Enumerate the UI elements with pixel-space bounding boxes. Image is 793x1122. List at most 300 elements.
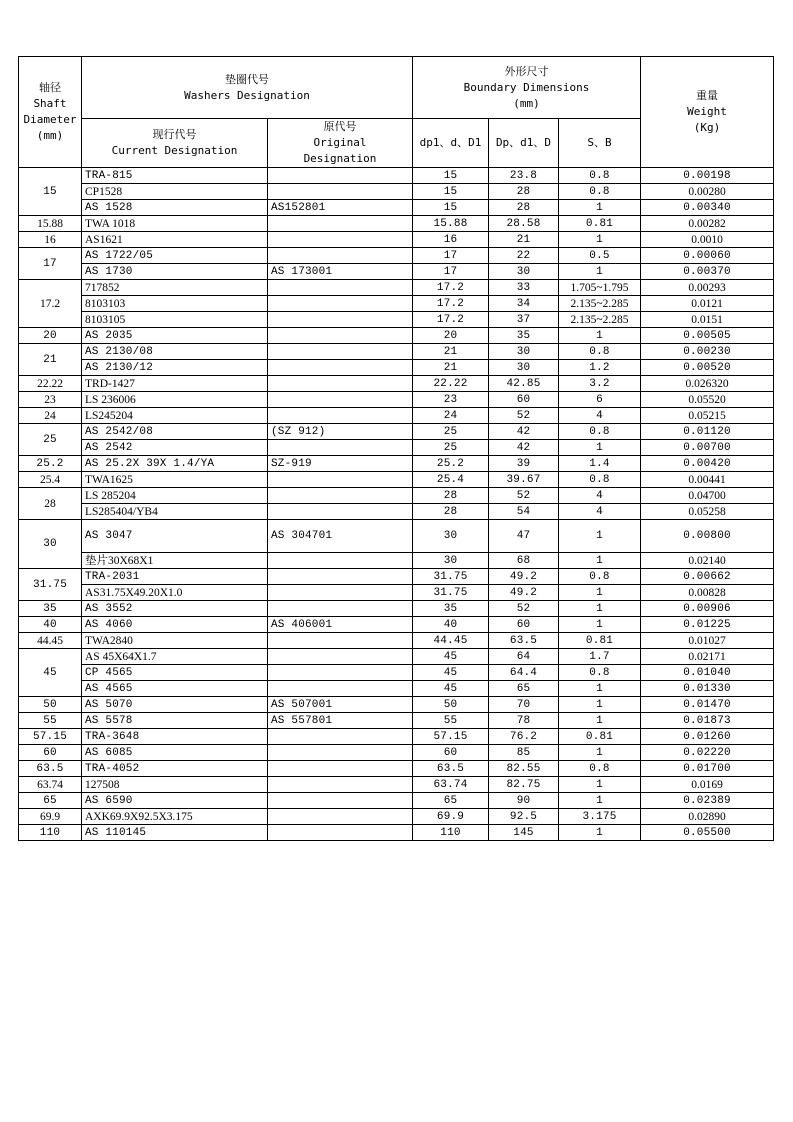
weight-cell: 0.0010	[641, 232, 774, 248]
dim-thickness-cell: 1	[559, 697, 641, 713]
shaft-diameter-cell: 23	[19, 392, 82, 408]
weight-cell: 0.0121	[641, 296, 774, 312]
dim-inner-cell: 21	[413, 360, 489, 376]
dim-inner-cell: 25	[413, 424, 489, 440]
original-designation-cell	[268, 216, 413, 232]
dim-thickness-cell: 1	[559, 264, 641, 280]
current-designation-cell: AS 4060	[82, 617, 268, 633]
shaft-diameter-cell: 21	[19, 344, 82, 376]
dim-thickness-cell: 3.175	[559, 809, 641, 825]
current-designation-cell: AS 6085	[82, 745, 268, 761]
current-designation-cell: AS 3047	[82, 520, 268, 553]
original-designation-cell	[268, 232, 413, 248]
dim-inner-cell: 15	[413, 200, 489, 216]
table-row	[19, 793, 774, 809]
weight-cell: 0.05500	[641, 825, 774, 841]
shaft-diameter-cell: 15	[19, 168, 82, 216]
original-designation-cell	[268, 665, 413, 681]
dim-outer-cell: 82.75	[489, 777, 559, 793]
dim-outer-cell: 28	[489, 184, 559, 200]
dim-thickness-header: S、B	[559, 119, 641, 168]
dim-inner-cell: 55	[413, 713, 489, 729]
current-designation-cell: TWA1625	[82, 472, 268, 488]
original-designation-cell	[268, 184, 413, 200]
shaft-diameter-cell: 30	[19, 520, 82, 569]
table-row	[19, 360, 774, 376]
boundary-unit-label: (mm)	[513, 96, 540, 110]
weight-cell: 0.01330	[641, 681, 774, 697]
dim-thickness-cell: 1	[559, 200, 641, 216]
dim-thickness-cell: 0.5	[559, 248, 641, 264]
shaft-diameter-cell: 65	[19, 793, 82, 809]
weight-cell: 0.01225	[641, 617, 774, 633]
dim-thickness-cell: 0.81	[559, 633, 641, 649]
table-row	[19, 649, 774, 665]
original-designation-cell	[268, 761, 413, 777]
shaft-diameter-cell: 17	[19, 248, 82, 280]
dim-inner-cell: 25.2	[413, 456, 489, 472]
current-designation-cell: TWA2840	[82, 633, 268, 649]
dim-thickness-cell: 0.8	[559, 184, 641, 200]
dim-thickness-cell: 1	[559, 601, 641, 617]
current-designation-cell: AS 1730	[82, 264, 268, 280]
weight-cell: 0.026320	[641, 376, 774, 392]
table-row	[19, 520, 774, 553]
washer-cn-label: 垫圈代号	[225, 72, 269, 86]
dim-outer-cell: 42.85	[489, 376, 559, 392]
washer-en-label: Washers Designation	[184, 88, 310, 102]
weight-cell: 0.00420	[641, 456, 774, 472]
weight-cell: 0.00520	[641, 360, 774, 376]
dim-outer-cell: 49.2	[489, 585, 559, 601]
weight-cell: 0.00800	[641, 520, 774, 553]
shaft-diameter-cell: 35	[19, 601, 82, 617]
dim-thickness-cell: 1	[559, 745, 641, 761]
dim-outer-cell: 64.4	[489, 665, 559, 681]
shaft-diameter-cell: 55	[19, 713, 82, 729]
dim-inner-cell: 17.2	[413, 312, 489, 328]
current-designation-cell: AS 2542	[82, 440, 268, 456]
dim-inner-cell: 25	[413, 440, 489, 456]
dim-outer-cell: 52	[489, 488, 559, 504]
table-row	[19, 440, 774, 456]
dim-outer-cell: 33	[489, 280, 559, 296]
shaft-diameter-cell: 22.22	[19, 376, 82, 392]
original-cn-label: 原代号	[323, 120, 357, 133]
original-designation-cell	[268, 248, 413, 264]
current-designation-cell: AS 3552	[82, 601, 268, 617]
current-designation-cell: TRA-4052	[82, 761, 268, 777]
current-designation-cell: TRA-3648	[82, 729, 268, 745]
current-designation-cell: AS 1528	[82, 200, 268, 216]
washers-designation-header	[82, 57, 413, 119]
original-designation-cell: AS152801	[268, 200, 413, 216]
original-designation-cell: AS 406001	[268, 617, 413, 633]
weight-cell: 0.02389	[641, 793, 774, 809]
dim-thickness-cell: 1	[559, 617, 641, 633]
table-row	[19, 553, 774, 569]
current-designation-cell: 垫片30X68X1	[82, 553, 268, 569]
dim-thickness-cell: 0.8	[559, 665, 641, 681]
shaft-diameter-cell: 44.45	[19, 633, 82, 649]
table-row	[19, 472, 774, 488]
table-row	[19, 617, 774, 633]
table-row	[19, 697, 774, 713]
original-designation-cell	[268, 376, 413, 392]
dim-outer-cell: 39.67	[489, 472, 559, 488]
original-designation-cell	[268, 328, 413, 344]
dim-thickness-cell: 2.135~2.285	[559, 296, 641, 312]
dim-inner-cell: 45	[413, 665, 489, 681]
current-designation-cell: TRA-2031	[82, 569, 268, 585]
current-en-label: Current Designation	[111, 144, 238, 157]
dim-outer-cell: 82.55	[489, 761, 559, 777]
original-designation-cell	[268, 681, 413, 697]
weight-cell: 0.0169	[641, 777, 774, 793]
dim-outer-cell: 47	[489, 520, 559, 553]
weight-cell: 0.02171	[641, 649, 774, 665]
table-row	[19, 232, 774, 248]
original-designation-cell	[268, 585, 413, 601]
weight-unit-label: (Kg)	[693, 121, 721, 134]
table-row	[19, 777, 774, 793]
weight-cn-label: 重量	[696, 89, 719, 102]
original-designation-cell	[268, 825, 413, 841]
dim-thickness-cell: 0.81	[559, 729, 641, 745]
current-designation-cell: CP1528	[82, 184, 268, 200]
table-row	[19, 713, 774, 729]
table-row	[19, 456, 774, 472]
table-row	[19, 312, 774, 328]
dim-thickness-cell: 1	[559, 793, 641, 809]
weight-cell: 0.00280	[641, 184, 774, 200]
dim-inner-cell: 17	[413, 248, 489, 264]
original-designation-cell	[268, 472, 413, 488]
shaft-diameter-cell: 63.74	[19, 777, 82, 793]
weight-header	[641, 57, 774, 168]
shaft-diameter-cell: 25.4	[19, 472, 82, 488]
dim-inner-cell: 21	[413, 344, 489, 360]
dim-inner-header: dp1、d、D1	[413, 119, 489, 168]
dim-outer-cell: 68	[489, 553, 559, 569]
original-designation-cell	[268, 408, 413, 424]
weight-cell: 0.02220	[641, 745, 774, 761]
boundary-dimensions-header	[413, 57, 641, 119]
current-designation-cell: CP 4565	[82, 665, 268, 681]
table-row	[19, 216, 774, 232]
original-designation-cell	[268, 793, 413, 809]
original-designation-cell	[268, 649, 413, 665]
weight-cell: 0.00370	[641, 264, 774, 280]
original-designation-cell	[268, 809, 413, 825]
shaft-diameter-cell: 50	[19, 697, 82, 713]
original-designation-cell	[268, 168, 413, 184]
dim-thickness-cell: 4	[559, 488, 641, 504]
shaft-diameter-cell: 31.75	[19, 569, 82, 601]
table-row	[19, 745, 774, 761]
original-designation-cell	[268, 745, 413, 761]
current-designation-cell: 717852	[82, 280, 268, 296]
dim-outer-cell: 70	[489, 697, 559, 713]
shaft-diameter-cell: 20	[19, 328, 82, 344]
current-designation-cell: AS31.75X49.20X1.0	[82, 585, 268, 601]
table-row	[19, 344, 774, 360]
original-designation-cell	[268, 633, 413, 649]
table-row	[19, 168, 774, 184]
dim-outer-cell: 52	[489, 408, 559, 424]
dim-thickness-cell: 0.8	[559, 569, 641, 585]
shaft-en-label: Shaft	[33, 97, 67, 110]
weight-cell: 0.01260	[641, 729, 774, 745]
dim-thickness-cell: 0.8	[559, 344, 641, 360]
shaft-diameter-cell: 25	[19, 424, 82, 456]
dim-inner-cell: 31.75	[413, 585, 489, 601]
current-designation-cell: AS 1722/05	[82, 248, 268, 264]
original-en-label: Original	[313, 136, 367, 149]
weight-cell: 0.00060	[641, 248, 774, 264]
dim-inner-cell: 16	[413, 232, 489, 248]
current-designation-cell: AS 5070	[82, 697, 268, 713]
dim-inner-cell: 35	[413, 601, 489, 617]
dim-thickness-cell: 1	[559, 328, 641, 344]
dim-outer-cell: 60	[489, 392, 559, 408]
original-designation-cell	[268, 312, 413, 328]
dim-outer-cell: 39	[489, 456, 559, 472]
dim-outer-cell: 35	[489, 328, 559, 344]
shaft-diameter-cell: 17.2	[19, 280, 82, 328]
weight-cell: 0.05215	[641, 408, 774, 424]
current-designation-cell: AS 6590	[82, 793, 268, 809]
current-designation-cell: AS1621	[82, 232, 268, 248]
dim-outer-cell: 30	[489, 264, 559, 280]
table-row	[19, 200, 774, 216]
diameter-en-label: Diameter	[23, 113, 77, 126]
original-designation-cell	[268, 569, 413, 585]
weight-cell: 0.00340	[641, 200, 774, 216]
dim-thickness-cell: 4	[559, 504, 641, 520]
dim-thickness-cell: 1.4	[559, 456, 641, 472]
table-row	[19, 504, 774, 520]
dim-inner-cell: 30	[413, 553, 489, 569]
dim-inner-cell: 110	[413, 825, 489, 841]
table-row	[19, 633, 774, 649]
dim-outer-cell: 85	[489, 745, 559, 761]
dim-inner-cell: 20	[413, 328, 489, 344]
dim-outer-cell: 76.2	[489, 729, 559, 745]
weight-cell: 0.0151	[641, 312, 774, 328]
current-designation-cell: AS 2035	[82, 328, 268, 344]
weight-cell: 0.00293	[641, 280, 774, 296]
weight-cell: 0.00230	[641, 344, 774, 360]
current-designation-cell: AS 2130/12	[82, 360, 268, 376]
current-designation-header	[82, 119, 268, 168]
table-row	[19, 392, 774, 408]
original-designation-cell: SZ-919	[268, 456, 413, 472]
current-designation-cell: 8103103	[82, 296, 268, 312]
shaft-diameter-cell: 28	[19, 488, 82, 520]
dim-inner-cell: 15	[413, 168, 489, 184]
dim-thickness-cell: 1	[559, 440, 641, 456]
dim-outer-cell: 28	[489, 200, 559, 216]
shaft-diameter-cell: 40	[19, 617, 82, 633]
dim-outer-cell: 22	[489, 248, 559, 264]
shaft-unit-label: (mm)	[36, 129, 64, 142]
weight-cell: 0.01120	[641, 424, 774, 440]
table-row	[19, 280, 774, 296]
dim-outer-cell: 28.58	[489, 216, 559, 232]
dim-outer-cell: 64	[489, 649, 559, 665]
weight-cell: 0.00441	[641, 472, 774, 488]
weight-cell: 0.01027	[641, 633, 774, 649]
original-designation-cell	[268, 488, 413, 504]
dim-thickness-cell: 1	[559, 681, 641, 697]
dim-inner-cell: 45	[413, 649, 489, 665]
weight-cell: 0.05258	[641, 504, 774, 520]
current-designation-cell: AS 2130/08	[82, 344, 268, 360]
dim-outer-cell: 23.8	[489, 168, 559, 184]
weight-cell: 0.00198	[641, 168, 774, 184]
weight-cell: 0.00282	[641, 216, 774, 232]
current-designation-cell: LS 236006	[82, 392, 268, 408]
dim-thickness-cell: 0.8	[559, 761, 641, 777]
original-designation-cell	[268, 392, 413, 408]
original-designation-cell	[268, 280, 413, 296]
dim-outer-cell: 63.5	[489, 633, 559, 649]
current-cn-label: 现行代号	[152, 128, 197, 141]
weight-cell: 0.00906	[641, 601, 774, 617]
dim-inner-cell: 28	[413, 504, 489, 520]
weight-cell: 0.04700	[641, 488, 774, 504]
current-designation-cell: AS 5578	[82, 713, 268, 729]
current-designation-cell: LS 285204	[82, 488, 268, 504]
dim-inner-cell: 23	[413, 392, 489, 408]
table-row	[19, 376, 774, 392]
dim-outer-cell: 65	[489, 681, 559, 697]
dim-thickness-cell: 1.2	[559, 360, 641, 376]
dim-thickness-cell: 0.8	[559, 168, 641, 184]
washer-spec-sheet	[18, 56, 774, 841]
original-designation-cell: (SZ 912)	[268, 424, 413, 440]
original-designation-cell	[268, 296, 413, 312]
shaft-diameter-cell: 63.5	[19, 761, 82, 777]
table-body	[19, 168, 774, 841]
dim-inner-cell: 30	[413, 520, 489, 553]
current-designation-cell: 8103105	[82, 312, 268, 328]
dim-inner-cell: 63.5	[413, 761, 489, 777]
boundary-en-label: Boundary Dimensions	[463, 80, 590, 94]
weight-cell: 0.02890	[641, 809, 774, 825]
dim-outer-cell: 92.5	[489, 809, 559, 825]
dim-inner-cell: 24	[413, 408, 489, 424]
dim-thickness-cell: 4	[559, 408, 641, 424]
dim-thickness-cell: 1.705~1.795	[559, 280, 641, 296]
table-row	[19, 264, 774, 280]
original-designation-cell	[268, 360, 413, 376]
dim-outer-cell: 42	[489, 440, 559, 456]
weight-cell: 0.01040	[641, 665, 774, 681]
dim-thickness-cell: 1	[559, 520, 641, 553]
original-designation-cell	[268, 777, 413, 793]
dim-thickness-cell: 1	[559, 553, 641, 569]
dim-outer-cell: 30	[489, 344, 559, 360]
original-designation-cell	[268, 601, 413, 617]
dim-outer-cell: 21	[489, 232, 559, 248]
original-designation-cell: AS 173001	[268, 264, 413, 280]
current-designation-cell: AS 25.2X 39X 1.4/YA	[82, 456, 268, 472]
table-row	[19, 328, 774, 344]
dim-inner-cell: 69.9	[413, 809, 489, 825]
dim-thickness-cell: 1	[559, 713, 641, 729]
shaft-diameter-cell: 15.88	[19, 216, 82, 232]
original-designation-cell	[268, 504, 413, 520]
current-designation-cell: AS 4565	[82, 681, 268, 697]
current-designation-cell: TRD-1427	[82, 376, 268, 392]
shaft-diameter-header	[19, 57, 82, 168]
dim-outer-cell: 42	[489, 424, 559, 440]
shaft-cn-label: 轴径	[39, 81, 61, 94]
shaft-diameter-cell: 69.9	[19, 809, 82, 825]
dim-outer-cell: 90	[489, 793, 559, 809]
weight-cell: 0.01873	[641, 713, 774, 729]
original-designation-cell: AS 304701	[268, 520, 413, 553]
dim-inner-cell: 31.75	[413, 569, 489, 585]
boundary-cn-label: 外形尺寸	[504, 64, 549, 78]
table-row	[19, 424, 774, 440]
shaft-diameter-cell: 45	[19, 649, 82, 697]
dim-inner-cell: 65	[413, 793, 489, 809]
table-row	[19, 569, 774, 585]
dim-thickness-cell: 1	[559, 585, 641, 601]
weight-cell: 0.02140	[641, 553, 774, 569]
original-designation-header	[268, 119, 413, 168]
dim-outer-cell: 54	[489, 504, 559, 520]
washer-table	[18, 56, 774, 841]
current-designation-cell: AXK69.9X92.5X3.175	[82, 809, 268, 825]
weight-cell: 0.00828	[641, 585, 774, 601]
dim-inner-cell: 17.2	[413, 280, 489, 296]
table-row	[19, 825, 774, 841]
dim-thickness-cell: 1	[559, 232, 641, 248]
dim-inner-cell: 22.22	[413, 376, 489, 392]
dim-outer-cell: 49.2	[489, 569, 559, 585]
table-row	[19, 408, 774, 424]
original-designation-cell	[268, 729, 413, 745]
table-row	[19, 248, 774, 264]
table-row	[19, 681, 774, 697]
dim-thickness-cell: 3.2	[559, 376, 641, 392]
dim-thickness-cell: 1	[559, 777, 641, 793]
dim-inner-cell: 57.15	[413, 729, 489, 745]
dim-thickness-cell: 6	[559, 392, 641, 408]
table-header	[19, 57, 774, 168]
weight-cell: 0.01470	[641, 697, 774, 713]
dim-inner-cell: 45	[413, 681, 489, 697]
table-row	[19, 761, 774, 777]
weight-cell: 0.00700	[641, 440, 774, 456]
original-designation-cell: AS 557801	[268, 713, 413, 729]
table-row	[19, 488, 774, 504]
table-row	[19, 665, 774, 681]
dim-inner-cell: 40	[413, 617, 489, 633]
table-row	[19, 184, 774, 200]
weight-cell: 0.01700	[641, 761, 774, 777]
current-designation-cell: AS 2542/08	[82, 424, 268, 440]
dim-inner-cell: 28	[413, 488, 489, 504]
dim-outer-cell: 34	[489, 296, 559, 312]
dim-inner-cell: 15	[413, 184, 489, 200]
dim-inner-cell: 63.74	[413, 777, 489, 793]
dim-outer-cell: 37	[489, 312, 559, 328]
